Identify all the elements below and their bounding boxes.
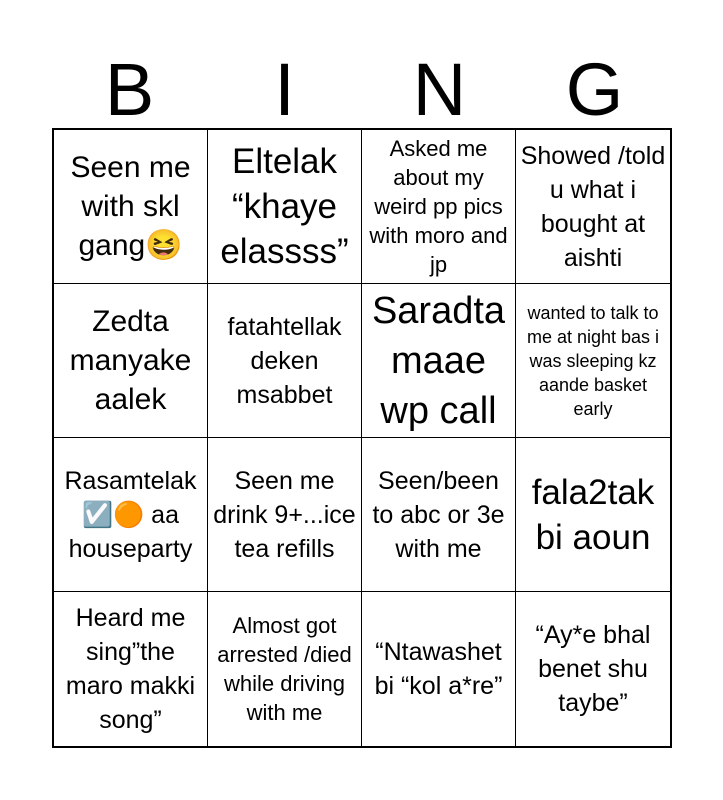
bingo-cell-r1c2[interactable]: Eltelak “khaye elassss” xyxy=(208,130,362,284)
bingo-header xyxy=(52,48,672,131)
bingo-cell-r2c2[interactable]: fatahtellak deken msabbet xyxy=(208,284,362,438)
header-letter-g: G xyxy=(565,48,624,131)
bingo-cell-r3c4[interactable]: fala2tak bi aoun xyxy=(516,438,670,592)
bingo-cell-r2c4[interactable]: wanted to talk to me at night bas i was sleeping kz aande basket early xyxy=(516,284,670,438)
bingo-cell-r4c2[interactable]: Almost got arrested /died while driving with me xyxy=(208,592,362,746)
header-letter-n: N xyxy=(412,48,467,131)
bingo-cell-r1c4[interactable]: Showed /told u what i bought at aishti xyxy=(516,130,670,284)
bingo-cell-r2c1[interactable]: Zedta manyake aalek xyxy=(54,284,208,438)
header-letter-i: I xyxy=(274,48,295,131)
bingo-cell-r2c3[interactable]: Saradta maae wp call xyxy=(362,284,516,438)
bingo-cell-r4c4[interactable]: “Ay*e bhal benet shu taybe” xyxy=(535,621,651,717)
header-letter-b: B xyxy=(104,48,155,131)
bingo-cell-r3c1[interactable]: Rasamtelak ☑️🟠 aa houseparty xyxy=(54,438,208,592)
bingo-cell-r4c3[interactable]: “Ntawashet bi “kol a*re” xyxy=(362,592,516,746)
bingo-cell-r4c1[interactable]: Heard me sing”the maro makki song” xyxy=(54,592,208,746)
bingo-cell-r1c1[interactable]: Seen me with skl gang😆 xyxy=(54,130,208,284)
bingo-board xyxy=(52,128,672,748)
bingo-cell-r1c3[interactable]: Asked me about my weird pp pics with moro and jp xyxy=(362,130,516,284)
bingo-cell-r3c2[interactable]: Seen me drink 9+...ice tea refills xyxy=(208,438,362,592)
bingo-cell-r3c3[interactable]: Seen/been to abc or 3e with me xyxy=(362,438,516,592)
